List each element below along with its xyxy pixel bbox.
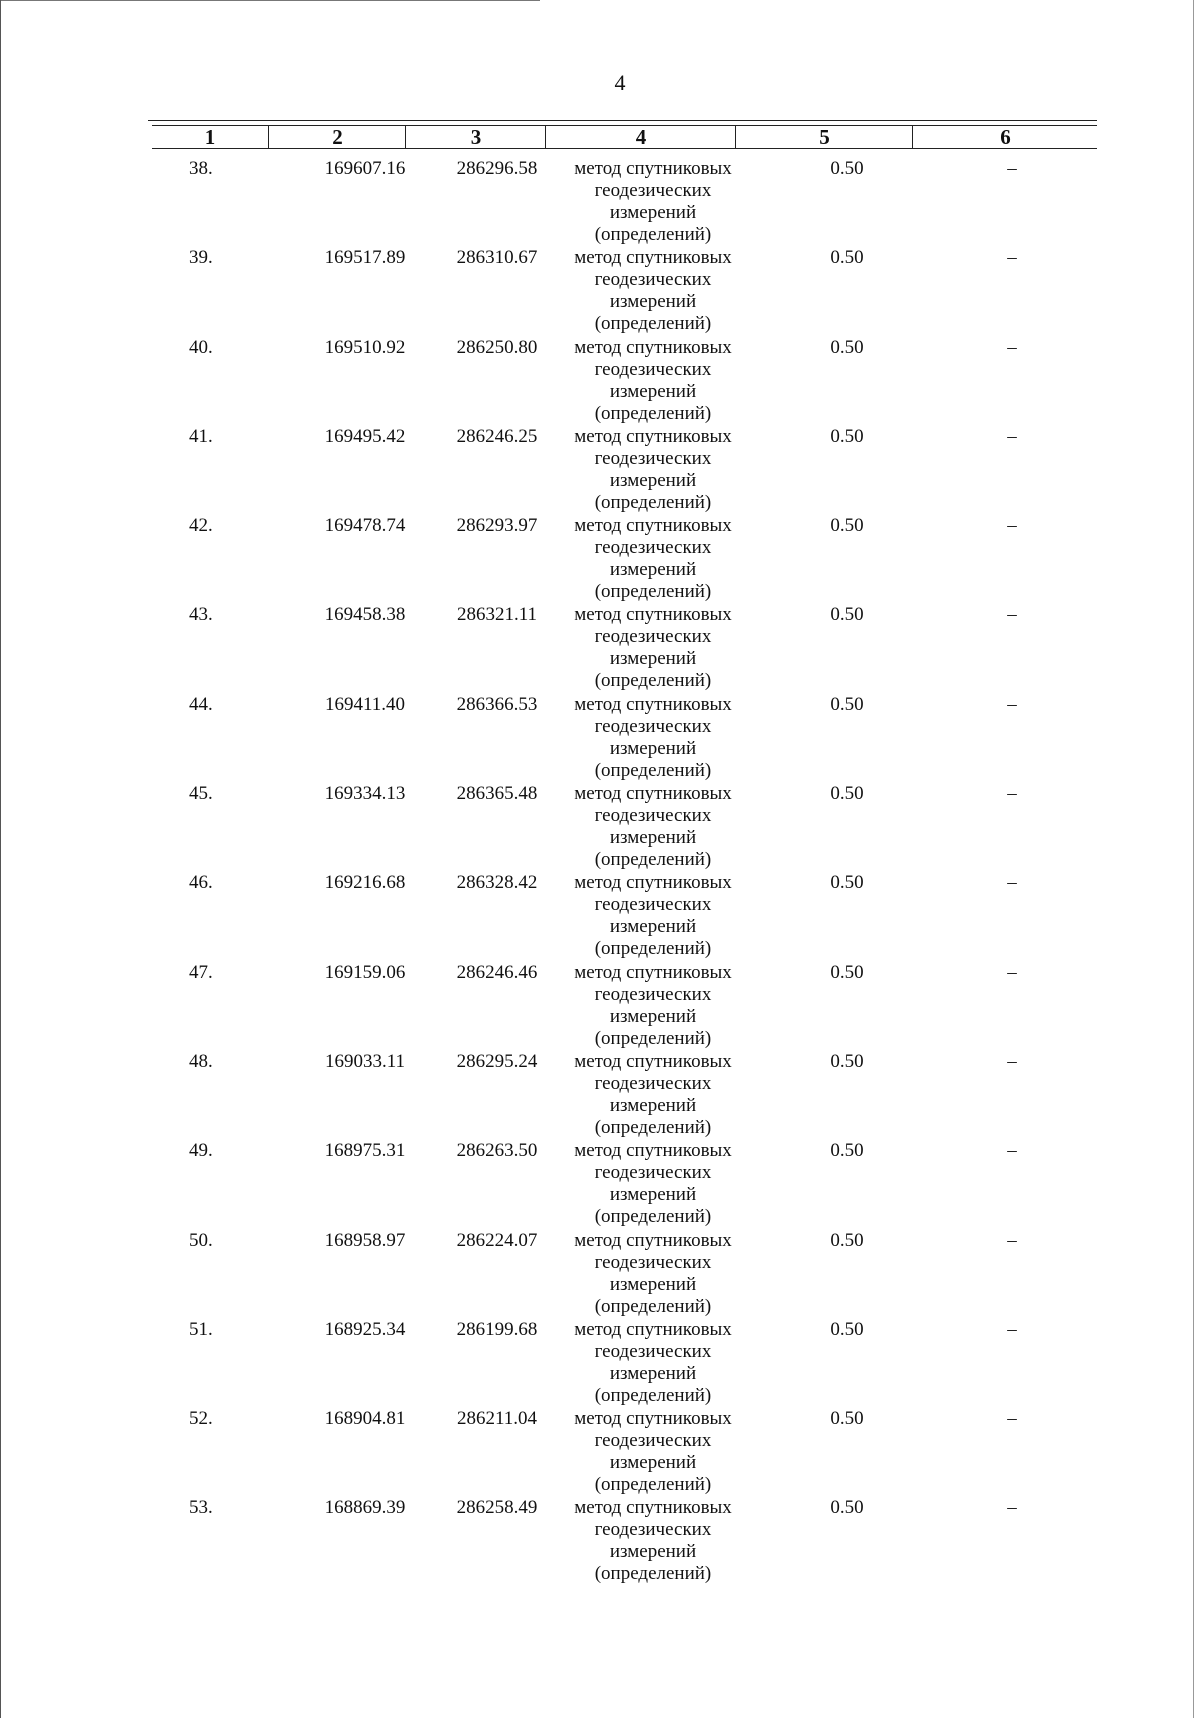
point-number: 46. (189, 872, 213, 894)
coordinate-y: 286328.42 (456, 872, 538, 894)
coordinate-x: 169517.89 (324, 247, 406, 269)
coordinate-y: 286293.97 (456, 515, 538, 537)
header-col-2: 2 (268, 126, 406, 148)
method-line: измерений (609, 1273, 697, 1295)
method-cell (563, 158, 743, 246)
method-line: (определений) (594, 1295, 712, 1317)
coordinate-x: 169159.06 (324, 961, 406, 983)
method-cell (563, 247, 743, 335)
coordinate-y: 286258.49 (456, 1497, 538, 1519)
point-number: 48. (189, 1050, 213, 1072)
method-line: геодезических (594, 805, 712, 827)
coordinate-y: 286310.67 (456, 247, 538, 269)
table-row (152, 158, 1097, 247)
method-line: измерений (609, 916, 697, 938)
header-col-1: 1 (204, 125, 216, 149)
method-line: (определений) (594, 759, 712, 781)
method-line: (определений) (594, 402, 712, 424)
scan-edge-top (0, 0, 540, 1)
note-value: – (1007, 961, 1017, 983)
point-number: 41. (189, 425, 213, 447)
method-line: метод спутниковых (574, 961, 732, 983)
note-value: – (1007, 425, 1017, 447)
note-value: – (1007, 1318, 1017, 1340)
method-line: геодезических (594, 983, 712, 1005)
method-cell (563, 783, 743, 871)
coordinate-y: 286246.46 (456, 961, 538, 983)
point-number: 47. (189, 961, 213, 983)
method-line: (определений) (594, 1116, 712, 1138)
coordinate-y: 286295.24 (456, 1050, 538, 1072)
accuracy-value: 0.50 (830, 1497, 864, 1519)
method-line: измерений (609, 1362, 697, 1384)
accuracy-value: 0.50 (830, 515, 864, 537)
coordinate-x: 168925.34 (324, 1318, 406, 1340)
method-line: метод спутниковых (574, 336, 732, 358)
method-line: метод спутниковых (574, 783, 732, 805)
point-number: 38. (189, 158, 213, 179)
method-line: геодезических (594, 1251, 712, 1273)
point-number: 53. (189, 1497, 213, 1519)
coordinate-x: 168975.31 (324, 1140, 406, 1162)
table-row (152, 1140, 1097, 1229)
method-cell (563, 1230, 743, 1318)
accuracy-value: 0.50 (830, 872, 864, 894)
coordinate-y: 286211.04 (456, 1408, 538, 1430)
method-line: геодезических (594, 715, 712, 737)
accuracy-value: 0.50 (830, 247, 864, 269)
coordinate-x: 169216.68 (324, 872, 406, 894)
method-cell (563, 426, 743, 514)
method-line: геодезических (594, 1430, 712, 1452)
method-cell (563, 1408, 743, 1496)
method-line: измерений (609, 291, 697, 313)
accuracy-value: 0.50 (830, 693, 864, 715)
accuracy-value: 0.50 (830, 604, 864, 626)
coordinate-y: 286296.58 (456, 158, 538, 179)
point-number: 39. (189, 247, 213, 269)
scan-edge-left (0, 0, 1, 1718)
table-header-row (152, 125, 1097, 149)
method-line: (определений) (594, 491, 712, 513)
table-row (152, 426, 1097, 515)
point-number: 44. (189, 693, 213, 715)
note-value: – (1007, 1050, 1017, 1072)
method-line: метод спутниковых (574, 158, 732, 179)
method-line: (определений) (594, 1474, 712, 1496)
method-line: метод спутниковых (574, 1318, 732, 1340)
scan-edge-right (1193, 0, 1194, 1718)
method-line: метод спутниковых (574, 515, 732, 537)
table-row (152, 694, 1097, 783)
method-line: геодезических (594, 1340, 712, 1362)
note-value: – (1007, 336, 1017, 358)
point-number: 50. (189, 1229, 213, 1251)
point-number: 40. (189, 336, 213, 358)
point-number: 49. (189, 1140, 213, 1162)
method-line: измерений (609, 648, 697, 670)
accuracy-value: 0.50 (830, 1318, 864, 1340)
table-row (152, 604, 1097, 693)
method-line: геодезических (594, 894, 712, 916)
header-col-4: 4 (545, 126, 736, 148)
note-value: – (1007, 1229, 1017, 1251)
method-cell (563, 872, 743, 960)
coordinate-x: 169334.13 (324, 783, 406, 805)
table-body (152, 158, 1097, 1587)
method-line: метод спутниковых (574, 1497, 732, 1519)
header-col-5: 5 (735, 126, 913, 148)
note-value: – (1007, 158, 1017, 179)
method-line: (определений) (594, 224, 712, 245)
method-line: геодезических (594, 1072, 712, 1094)
table-row (152, 337, 1097, 426)
method-line: (определений) (594, 849, 712, 871)
method-line: геодезических (594, 269, 712, 291)
page-number: 4 (614, 70, 626, 95)
table-row (152, 1051, 1097, 1140)
table-row (152, 247, 1097, 336)
method-line: измерений (609, 1541, 697, 1563)
table-row (152, 1408, 1097, 1497)
method-line: (определений) (594, 313, 712, 335)
accuracy-value: 0.50 (830, 1140, 864, 1162)
accuracy-value: 0.50 (830, 158, 864, 179)
method-line: (определений) (594, 670, 712, 692)
method-cell (563, 1140, 743, 1228)
table-row (152, 1230, 1097, 1319)
method-line: (определений) (594, 1563, 712, 1585)
table-row (152, 515, 1097, 604)
method-line: измерений (609, 827, 697, 849)
table-row (152, 962, 1097, 1051)
accuracy-value: 0.50 (830, 425, 864, 447)
method-line: геодезических (594, 1519, 712, 1541)
method-line: измерений (609, 380, 697, 402)
coordinate-x: 169510.92 (324, 336, 406, 358)
method-line: метод спутниковых (574, 1140, 732, 1162)
method-cell (563, 1319, 743, 1407)
method-line: метод спутниковых (574, 872, 732, 894)
header-col-3: 3 (405, 126, 546, 148)
method-line: геодезических (594, 180, 712, 201)
method-line: геодезических (594, 447, 712, 469)
point-number: 52. (189, 1408, 213, 1430)
coordinate-x: 169478.74 (324, 515, 406, 537)
method-line: измерений (609, 737, 697, 759)
method-cell (563, 694, 743, 782)
coordinate-y: 286365.48 (456, 783, 538, 805)
coordinate-x: 168904.81 (324, 1408, 406, 1430)
accuracy-value: 0.50 (830, 1229, 864, 1251)
note-value: – (1007, 1140, 1017, 1162)
coordinate-y: 286366.53 (456, 693, 538, 715)
method-cell (563, 515, 743, 603)
coordinate-y: 286250.80 (456, 336, 538, 358)
note-value: – (1007, 783, 1017, 805)
method-line: метод спутниковых (574, 604, 732, 626)
coordinate-x: 168958.97 (324, 1229, 406, 1251)
method-cell (563, 1497, 743, 1585)
note-value: – (1007, 604, 1017, 626)
method-line: измерений (609, 469, 697, 491)
method-line: метод спутниковых (574, 1408, 732, 1430)
note-value: – (1007, 1497, 1017, 1519)
coordinate-x: 169458.38 (324, 604, 406, 626)
note-value: – (1007, 693, 1017, 715)
method-line: метод спутниковых (574, 425, 732, 447)
coordinate-x: 169607.16 (324, 158, 406, 179)
method-cell (563, 337, 743, 425)
point-number: 45. (189, 783, 213, 805)
method-line: измерений (609, 1452, 697, 1474)
accuracy-value: 0.50 (830, 961, 864, 983)
method-line: измерений (609, 202, 697, 223)
method-cell (563, 1051, 743, 1139)
method-line: (определений) (594, 1206, 712, 1228)
coordinate-y: 286224.07 (456, 1229, 538, 1251)
method-line: (определений) (594, 1027, 712, 1049)
coordinate-x: 169411.40 (324, 693, 406, 715)
point-number: 51. (189, 1318, 213, 1340)
method-line: геодезических (594, 537, 712, 559)
table-top-rule (148, 120, 1097, 121)
table-row (152, 872, 1097, 961)
note-value: – (1007, 872, 1017, 894)
header-col-6: 6 (912, 126, 1098, 148)
note-value: – (1007, 247, 1017, 269)
note-value: – (1007, 515, 1017, 537)
method-line: измерений (609, 1005, 697, 1027)
method-line: (определений) (594, 938, 712, 960)
method-line: геодезических (594, 1162, 712, 1184)
accuracy-value: 0.50 (830, 783, 864, 805)
method-line: метод спутниковых (574, 693, 732, 715)
method-line: метод спутниковых (574, 1229, 732, 1251)
point-number: 43. (189, 604, 213, 626)
accuracy-value: 0.50 (830, 1408, 864, 1430)
method-line: геодезических (594, 626, 712, 648)
method-line: метод спутниковых (574, 1050, 732, 1072)
coordinate-x: 168869.39 (324, 1497, 406, 1519)
table-row (152, 1497, 1097, 1586)
method-line: измерений (609, 559, 697, 581)
method-cell (563, 962, 743, 1050)
coordinate-x: 169033.11 (324, 1050, 406, 1072)
coordinate-x: 169495.42 (324, 425, 406, 447)
coordinate-y: 286199.68 (456, 1318, 538, 1340)
method-cell (563, 604, 743, 692)
accuracy-value: 0.50 (830, 1050, 864, 1072)
method-line: геодезических (594, 358, 712, 380)
method-line: (определений) (594, 1384, 712, 1406)
method-line: измерений (609, 1094, 697, 1116)
coordinate-y: 286246.25 (456, 425, 538, 447)
method-line: измерений (609, 1184, 697, 1206)
method-line: метод спутниковых (574, 247, 732, 269)
table-row (152, 783, 1097, 872)
method-line: (определений) (594, 581, 712, 603)
coordinate-y: 286321.11 (456, 604, 538, 626)
coordinate-y: 286263.50 (456, 1140, 538, 1162)
note-value: – (1007, 1408, 1017, 1430)
accuracy-value: 0.50 (830, 336, 864, 358)
table-row (152, 1319, 1097, 1408)
point-number: 42. (189, 515, 213, 537)
